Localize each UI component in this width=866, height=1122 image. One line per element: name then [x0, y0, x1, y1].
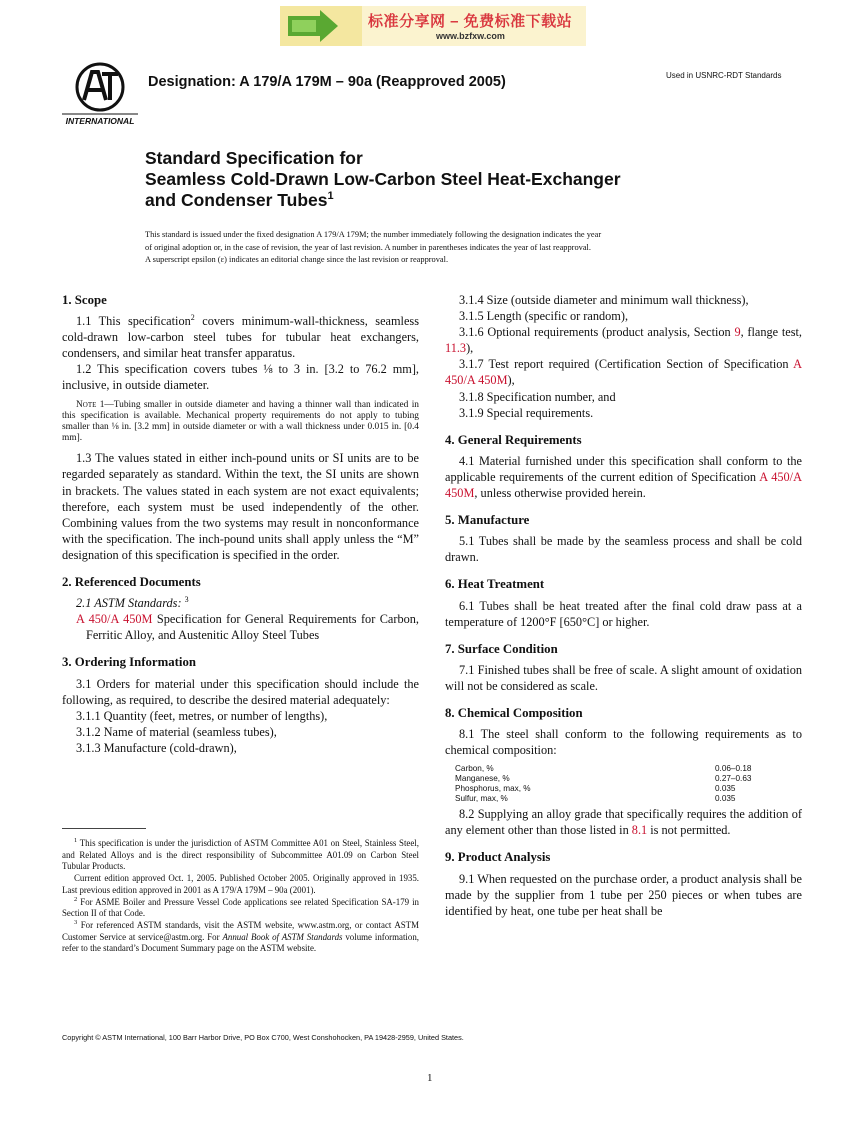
paragraph-8-1: 8.1 The steel shall conform to the following requirements as to chemical composition:	[445, 727, 802, 758]
list-item: 3.1.5 Length (specific or random),	[459, 309, 629, 324]
section-heading-general-requirements: 4. General Requirements	[445, 432, 582, 447]
section-heading-heat-treatment: 6. Heat Treatment	[445, 577, 545, 592]
list-item: 3.1.7 Test report required (Certification Section of Specification A 450/A 450M),	[445, 357, 802, 388]
list-item: 3.1.1 Quantity (feet, metres, or number of lengths),	[76, 708, 328, 723]
copyright-notice: Copyright © ASTM International, 100 Barr Harbor Drive, PO Box C700, West Conshohocken, PA 19428-2959, United States.	[62, 1033, 464, 1042]
page-number: 1	[427, 1072, 433, 1084]
paragraph-4-1: 4.1 Material furnished under this specification shall conform to the applicable requirements of the current edition of Specification A 450/A 450M, unless otherwise provided herein.	[445, 453, 802, 501]
section-heading-surface-condition: 7. Surface Condition	[445, 641, 558, 656]
paragraph-3-1: 3.1 Orders for material under this specification should include the following, as required, to describe the desired material adequately:	[62, 676, 419, 707]
paragraph-1-2: 1.2 This specification covers tubes ⅛ to 3 in. [3.2 to 76.2 mm], inclusive, in outside diameter.	[62, 362, 419, 393]
list-item: 3.1.9 Special requirements.	[459, 405, 594, 420]
list-item: 3.1.4 Size (outside diameter and minimum wall thickness),	[459, 293, 749, 307]
banner-title: 标准分享网 – 免费标准下载站	[368, 13, 573, 30]
section-heading-manufacture: 5. Manufacture	[445, 513, 530, 528]
footnote-1b: Current edition approved Oct. 1, 2005. Published October 2005. Originally approved in 1935. Last previous edition approved in 2001 as A 179/A 179M – 90a (2001).	[62, 873, 419, 895]
title-line-1: Standard Specification for	[145, 148, 363, 168]
used-in-note: Used in USNRC-RDT Standards	[666, 71, 782, 80]
section-heading-referenced-documents: 2. Referenced Documents	[62, 575, 201, 590]
logo-text: INTERNATIONAL	[65, 116, 135, 126]
astm-logo-icon	[62, 60, 138, 128]
paragraph-6-1: 6.1 Tubes shall be heat treated after the final cold draw pass at a temperature of 1200°F [650°C] or higher.	[445, 598, 802, 629]
reference-entry: A 450/A 450M Specification for General Requirements for Carbon, Ferritic Alloy, and Austenitic Alloy Steel Tubes	[76, 612, 419, 643]
footnote-divider	[62, 828, 146, 829]
list-item: 3.1.8 Specification number, and	[459, 389, 616, 404]
banner-url[interactable]: www.bzfxw.com	[436, 31, 505, 41]
left-column	[62, 292, 419, 756]
footnote-3: $^3$ For referenced ASTM standards, visit the ASTM website, www.astm.org, or contact ASTM Customer Service at service@astm.org. For Annual Book of ASTM Standards volume information, refer to the standard’s Document Summary page on the ASTM website.	[62, 918, 419, 954]
table-row: Phosphorus, max, % 0.035	[455, 784, 736, 794]
right-column	[445, 292, 802, 919]
paragraph-8-2: 8.2 Supplying an alloy grade that specifically requires the addition of any element other than those listed in 8.1 is not permitted.	[445, 807, 802, 838]
section-heading-product-analysis: 9. Product Analysis	[445, 850, 551, 865]
list-item: 3.1.2 Name of material (seamless tubes),	[76, 724, 277, 739]
paragraph-1-3: 1.3 The values stated in either inch-pound units or SI units are to be regarded separately as standard. Within the text, the SI units are shown in brackets. The values stated in each system are not exact equivalents; therefore, each system must be used independently of the other. Combining values from the two systems may result in nonconformance with the specification. The inch-pound units shall apply unless the “M” designation of this specification is specified in the order.	[62, 451, 419, 562]
title-line-2: Seamless Cold-Drawn Low-Carbon Steel Heat-Exchanger	[145, 169, 621, 189]
title-footnote-mark: 1	[327, 190, 334, 203]
paragraph-1-1: 1.1 This specification$^2$ covers minimum-wall-thickness, seamless cold-drawn low-carbon steel tubes for tubular heat exchangers, condensers, and similar heat transfer apparatus.	[62, 313, 419, 361]
paragraph-9-1: 9.1 When requested on the purchase order, a product analysis shall be made by the supplier from 1 tube per 250 pieces or when tubes are identified by heat, one tube per heat shall be	[445, 871, 802, 918]
footnote-1: $^1$ This specification is under the jurisdiction of ASTM Committee A01 on Steel, Stainless Steel, and Related Alloys and is the direct responsibility of Subcommittee A01.09 on Carbon Steel Tubular Products.	[62, 837, 419, 872]
section-heading-ordering-information: 3. Ordering Information	[62, 655, 197, 670]
footnote-2: $^2$ For ASME Boiler and Pressure Vessel Code applications see related Specification SA-179 in Section II of that Code.	[62, 895, 419, 919]
section-9-link[interactable]: 9	[734, 325, 741, 340]
note-1: Note 1—Tubing smaller in outside diameter and having a thinner wall than indicated in this specification is available. Mechanical property requirements do not apply to tubing smaller than ⅛ in. [3.2 mm] in outside diameter or with a wall thickness under 0.015 in. [0.4 mm].	[62, 399, 419, 444]
paragraph-7-1: 7.1 Finished tubes shall be free of scale. A slight amount of oxidation will not be considered as scale.	[445, 662, 802, 693]
title-line-3: and Condenser Tubes$^1$	[145, 190, 334, 210]
section-heading-chemical-composition: 8. Chemical Composition	[445, 705, 583, 720]
section-8-1-link[interactable]: 8.1	[631, 823, 648, 838]
document-title	[145, 148, 621, 211]
list-item: 3.1.6 Optional requirements (product analysis, Section 9, flange test, 11.3),	[445, 325, 802, 356]
table-row: Sulfur, max, % 0.035	[455, 794, 736, 804]
standard-issue-note: This standard is issued under the fixed designation A 179/A 179M; the number immediately following the designation indicates the year of original adoption or, in the case of revision, the year of last revision. A number in parentheses indicates the year of last reapproval. A superscript epsilon (ε) indicates an editorial change since the last revision or reapproval.	[145, 230, 602, 264]
table-row: Carbon, % 0.06–0.18	[455, 764, 752, 774]
a450-link[interactable]: A 450/A 450M	[445, 357, 802, 388]
designation: Designation: A 179/A 179M – 90a (Reapproved 2005)	[148, 74, 506, 90]
list-item: 3.1.3 Manufacture (cold-drawn),	[76, 740, 237, 755]
reference-link[interactable]: A 450/A 450M	[76, 612, 153, 627]
footnotes	[62, 838, 419, 955]
chemical-composition-table	[455, 764, 785, 804]
section-11-3-link[interactable]: 11.3	[445, 341, 467, 356]
paragraph-5-1: 5.1 Tubes shall be made by the seamless process and shall be cold drawn.	[445, 534, 802, 565]
table-row: Manganese, % 0.27–0.63	[455, 774, 752, 784]
paragraph-2-1: 2.1 ASTM Standards: $^3$	[76, 595, 189, 611]
a450-link[interactable]: A 450/A 450M	[445, 469, 802, 501]
section-heading-scope: 1. Scope	[62, 293, 107, 307]
